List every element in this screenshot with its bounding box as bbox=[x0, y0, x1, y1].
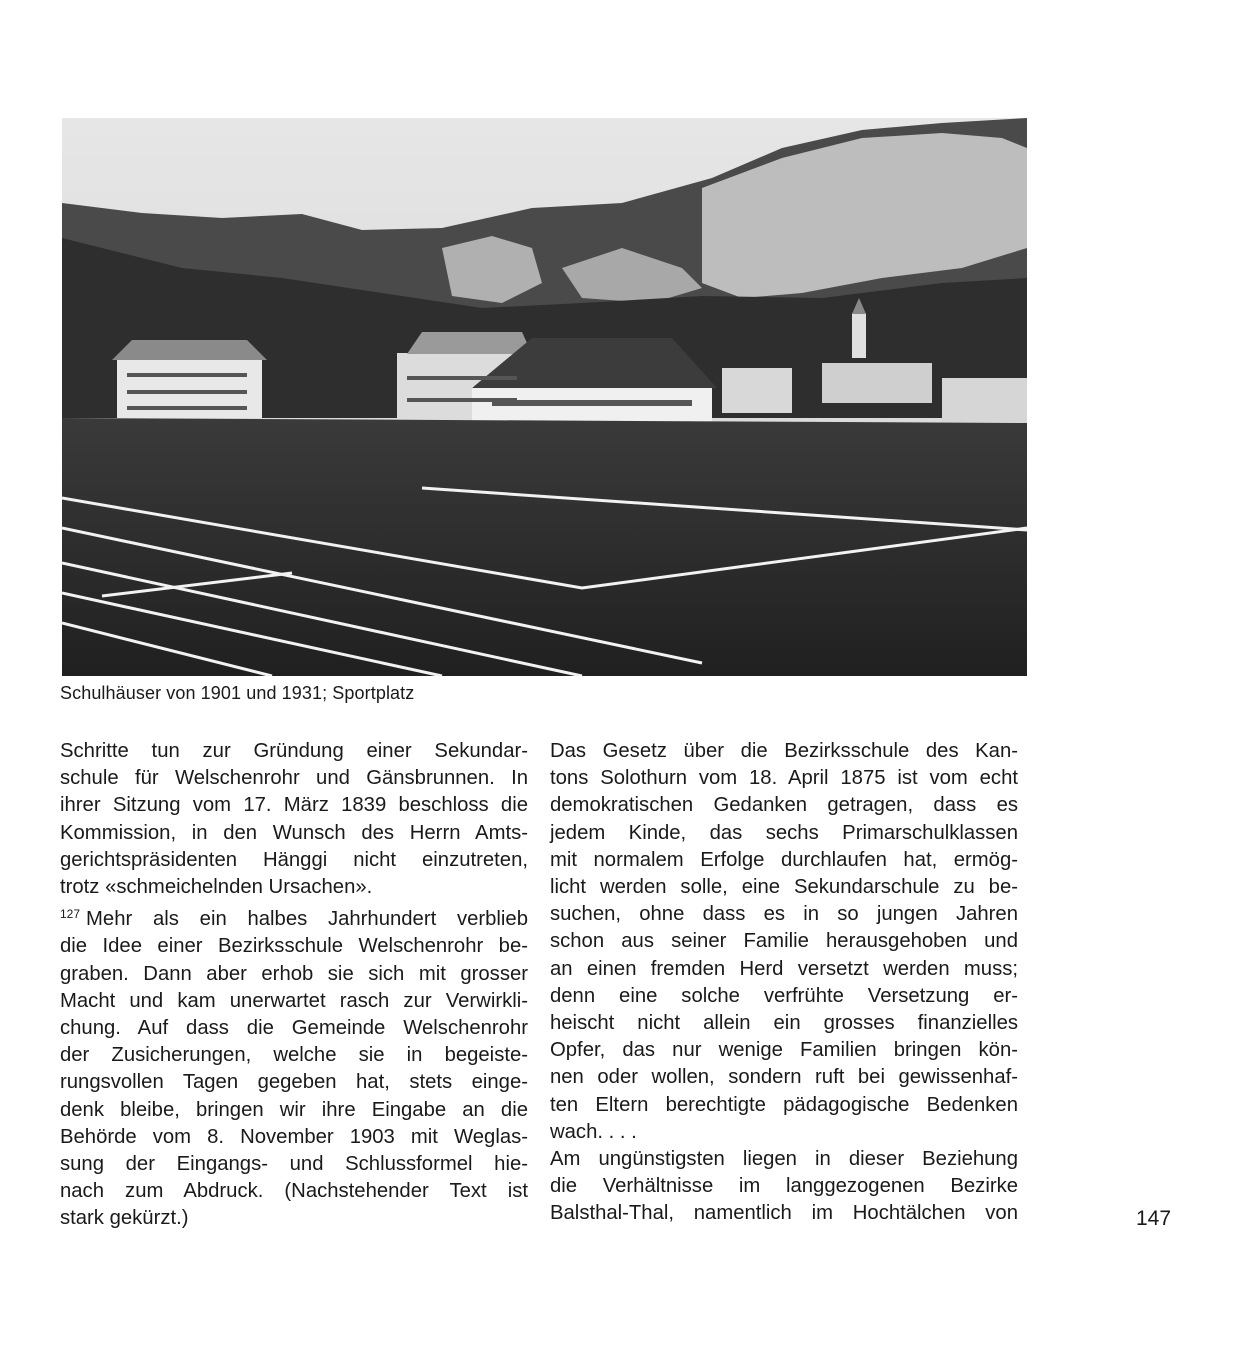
text-line: Balsthal-Thal, namentlich im Hochtälchen von bbox=[550, 1202, 1018, 1225]
text-line: stark gekürzt.) bbox=[60, 1207, 189, 1230]
text-line: schon aus seiner Familie herausgehoben und bbox=[550, 930, 1018, 953]
text-line: gerichtspräsidenten Hänggi nicht einzutreten, bbox=[60, 848, 528, 871]
text-line-with-footnote bbox=[60, 901, 528, 933]
photo-schoolhouses-sportsfield bbox=[62, 118, 1027, 676]
text-line: Das Gesetz über die Bezirksschule des Kan- bbox=[550, 740, 1018, 762]
text-line: ten Eltern berechtigte pädagogische Bedenken bbox=[550, 1093, 1018, 1116]
figure-caption: Schulhäuser von 1901 und 1931; Sportplatz bbox=[60, 683, 415, 703]
text-line: trotz «schmeichelnden Ursachen». bbox=[60, 876, 373, 899]
text-line: suchen, ohne dass es in so jungen Jahren bbox=[550, 903, 1018, 926]
text-line: die Idee einer Bezirksschule Welschenrohr be- bbox=[60, 935, 528, 958]
text-line: chung. Auf dass die Gemeinde Welschenrohr bbox=[60, 1017, 528, 1040]
text-line: schule für Welschenrohr und Gänsbrunnen. In bbox=[60, 767, 528, 790]
text-line: Behörde vom 8. November 1903 mit Weglas- bbox=[60, 1125, 528, 1148]
text-line: graben. Dann aber erhob sie sich mit grosser bbox=[60, 962, 528, 985]
footnote-marker: 127 bbox=[60, 907, 81, 922]
text-line: sung der Eingangs- und Schlussformel hie- bbox=[60, 1153, 528, 1176]
text-line: an einen fremden Herd versetzt werden muss; bbox=[550, 957, 1018, 980]
text-line: mit normalem Erfolge durchlaufen hat, ermög- bbox=[550, 848, 1018, 871]
text-line: die Verhältnisse im langgezogenen Bezirke bbox=[550, 1175, 1018, 1198]
text-line: heischt nicht allein ein grosses finanzielles bbox=[550, 1012, 1018, 1035]
text-line: jedem Kinde, das sechs Primarschulklassen bbox=[550, 821, 1018, 844]
text-line: wach. . . . bbox=[550, 1120, 637, 1143]
text-line: der Zusicherungen, welche sie in begeiste- bbox=[60, 1044, 528, 1067]
text-line: nach zum Abdruck. (Nachstehender Text ist bbox=[60, 1180, 528, 1203]
text-line: denk bleibe, bringen wir ihre Eingabe an die bbox=[60, 1098, 528, 1121]
photo-illustration bbox=[62, 118, 1027, 676]
text-line: licht werden solle, eine Sekundarschule zu be- bbox=[550, 876, 1018, 899]
text-line: Am ungünstigsten liegen in dieser Beziehung bbox=[550, 1148, 1018, 1171]
text-column-left bbox=[60, 738, 528, 1233]
text-line: denn eine solche verfrühte Versetzung er- bbox=[550, 984, 1018, 1007]
text-line: rungsvollen Tagen gegeben hat, stets einge- bbox=[60, 1071, 528, 1094]
text-line: Mehr als ein halbes Jahrhundert verblieb bbox=[86, 908, 528, 931]
text-line: Opfer, das nur wenige Familien bringen kön- bbox=[550, 1039, 1018, 1062]
text-line: demokratischen Gedanken getragen, dass es bbox=[550, 794, 1018, 817]
text-line: tons Solothurn vom 18. April 1875 ist vom echt bbox=[550, 767, 1018, 790]
text-line: Kommission, in den Wunsch des Herrn Amts- bbox=[60, 821, 528, 844]
text-line: nen oder wollen, sondern ruft bei gewissenhaf- bbox=[550, 1066, 1018, 1089]
text-line: ihrer Sitzung vom 17. März 1839 beschloss die bbox=[60, 794, 528, 817]
text-line: Macht und kam unerwartet rasch zur Verwirkli- bbox=[60, 989, 528, 1012]
text-line: Schritte tun zur Gründung einer Sekundar- bbox=[60, 740, 528, 762]
text-column-right bbox=[550, 738, 1018, 1228]
page-number: 147 bbox=[1136, 1207, 1172, 1230]
